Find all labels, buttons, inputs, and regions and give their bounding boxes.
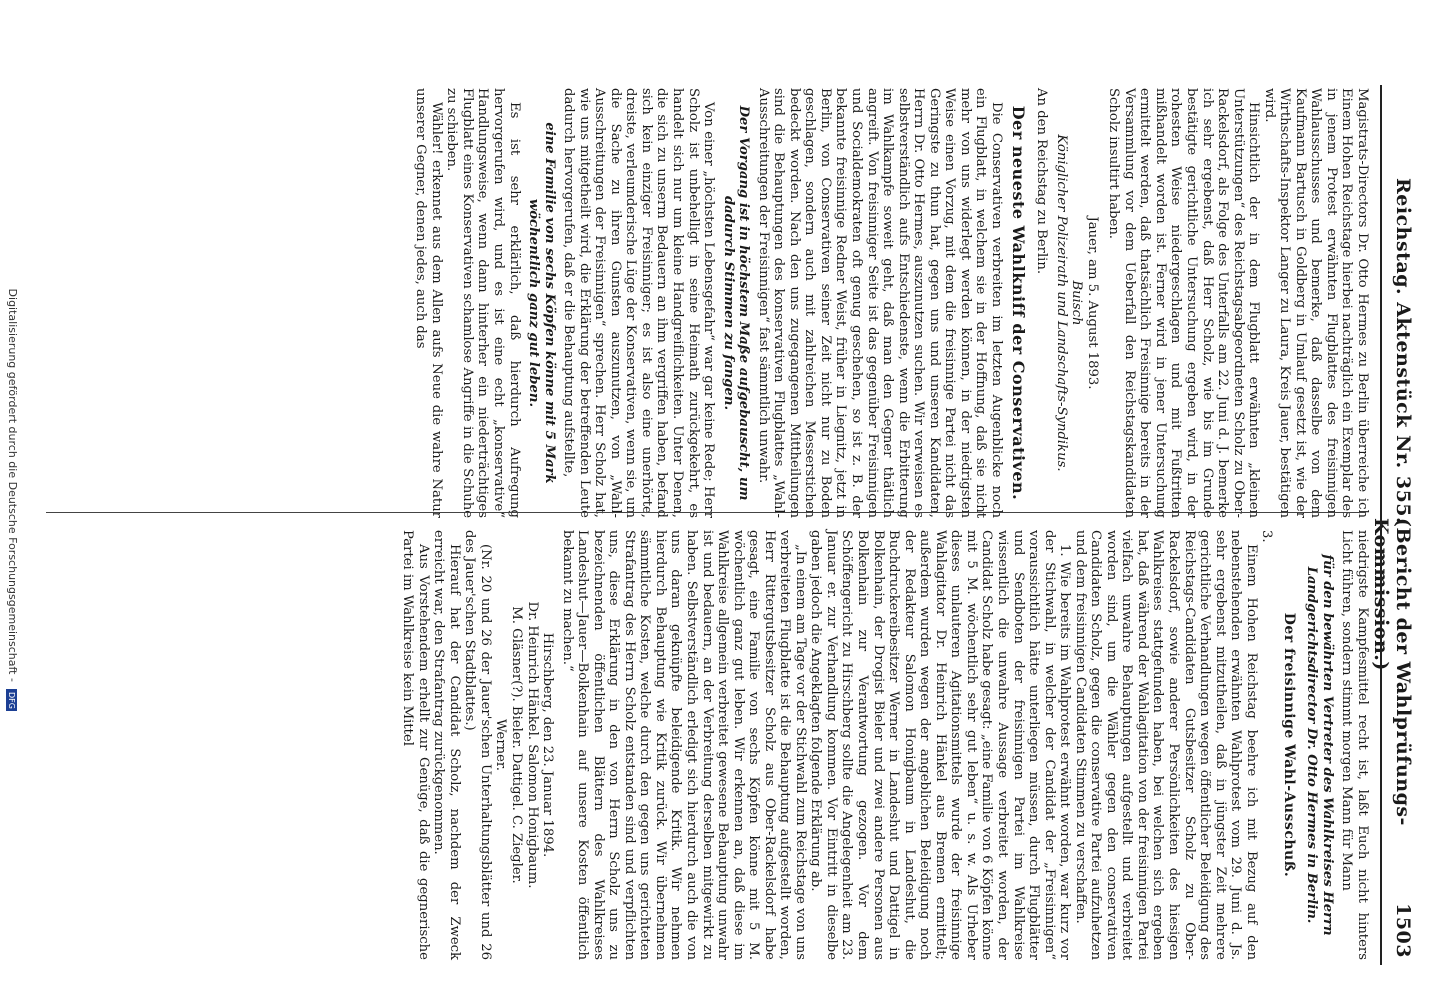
- paragraph: Einem Hohen Reichstag beehre ich mit Bezug auf den nebenstehenden erwähnten Wahlprotest vom 29. Juni d. Js. sehr ergebenst mitzutheilen, daß in jüngster Zeit mehrere gerichtliche Verhandlungen wegen öffentlicher Beleidigung des Reichstags-Candidaten Gutsbesitzer Scholz zu Ober-Rackelsdorf, sowie anderer Persönlichkeiten des hiesigen Wahlkreises stattgefunden haben, bei welchen sich ergeben hat, daß während der Wahlagitation von der freisinnigen Partei vielfach unwahre Behauptungen aufgestellt und verbreitet worden sind, um die Wähler gegen den conservativen Candidaten Scholz, gegen die conservative Partei aufzuhetzen und dem freisinnigen Candidaten Stimmen zu verschaffen.: [1072, 530, 1259, 960]
- paragraph: Aus Vorstehendem erhellt zur Genüge, daß die gegnerische Partei im Wahlkreise kein Mittel: [400, 530, 431, 960]
- digitization-footer: [6, 0, 19, 1000]
- left-column: [413, 88, 1370, 518]
- dfg-logo: DFG: [7, 689, 18, 711]
- subheading: Der Vorgang ist in höchstem Maße aufgebauscht, um dadurch Stimmen zu fangen.: [720, 105, 752, 501]
- header-rule: [1380, 85, 1382, 965]
- paragraph: 1. Wie bereits im Wahlprotest erwähnt worden, war kurz vor der Stichwahl, in welcher der Candidat der „Freisinnigen“ voraussichtlich hätte unterliegen müssen, durch Flugblätter und Sendboten der freisinnigen Partei im Wahlkreise wissentlich die unwahre Aussage verbreitet worden, der Candidat Scholz habe gesagt: „eine Familie von 6 Köpfen könne mit 5 M. wöchentlich sehr gut leben“ u. s. w. Als Urheber dieses unlauteren Agitationsmittels wurde der freisinnige Wahlagitator Dr. Heinrich Hänkel aus Bremen ermittelt; außerdem wurden wegen der angeblichen Beleidigung noch der Redakteur Salomon Honigbaum in Landeshut, die Buchdruckereibesitzer Werner in Landeshut und Dattigel in Bolkenhain, der Drogist Bieler und zwei andere Personen aus Bolkenhain zur Verantwortung gezogen. Vor dem Schöffengericht zu Hirschberg sollte die Angelegenheit am 23. Januar er. zur Verhandlung kommen. Vor Eintritt in dieselbe gaben jedoch die Angeklagten folgende Erklärung ab.: [808, 530, 1073, 960]
- paragraph: Hinsichtlich der in dem Flugblatt erwähnten „kleinen Unterstützungen“ des Reichstagsabgeordneten Scholz zu Ober-Rackelsdorf, als Folge des Unterfalls am 22. Juni d. J. bemerke ich sehr ergebenst, daß Herr Scholz, wie bis im Grunde bestätigte gerichtliche Untersuchung ergeben wird, in der rohesten Weise niedergeschlagen und mit Fußtritten mißhandelt worden ist. Ferner wird in jener Untersuchung ermittelt werden, daß thatsächlich Freisinnige bereits in der Versammlung vor dem Ueberfall den Reichstagskandidaten Scholz insultirt haben.: [1106, 88, 1262, 518]
- signatures: Dr. Heinrich Hänkel. Salomon Honigbaum.: [524, 601, 540, 889]
- paragraph: „In einem am Tage vor der Stichwahl zum Reichstage von uns verbreiteten Flugblatte ist die Behauptung aufgestellt worden, Herr Rittergutsbesitzer Scholz aus Ober-Rackelsdorf habe gesagt, eine Familie von sechs Köpfen könne mit 5 M. wöchentlich ganz gut leben. Wir erkennen an, daß diese im Wahlkreise allgemein verbreitet gewesene Behauptung unwahr ist und bedauern, an der Verbreitung derselben mitgewirkt zu haben. Selbstverständlich erledigt sich hierdurch auch die von uns daran geknüpfte beleidigende Kritik. Wir nehmen hierdurch Behauptung wie Kritik zurück. Wir übernehmen sämmtliche Kosten, welche durch den gegen uns gerichteten Strafantrag des Herrn Scholz entstanden sind und verpflichten uns, diese Erklärung in den von Herrn Scholz uns zu bezeichnenden öffentlichen Blättern des Wahlkreises Landeshut—Jauer—Bolkenhain auf unsere Kosten öffentlich bekannt zu machen.“: [559, 530, 808, 960]
- footer-text: Digitalisierung gefördert durch die Deutsche Forschungsgemeinschaft -: [6, 288, 19, 682]
- signature-role: Königlicher Polizeirath und Landschafts-Syndikus.: [1053, 134, 1069, 472]
- page-number: 1503: [1392, 903, 1414, 958]
- paragraph: Von einer „höchsten Lebensgefahr“ war gar keine Rede; Herr Scholz ist unbehelligt in seine Heimath zurückgekehrt, es handelt sich nur um kleine Handgreiflichkeiten. Unter Denen, die sich zu unserm Bedauern an ihm vergriffen haben, befand sich kein einziger Freisinniger; es ist also eine unerhörte, dreiste, verleumderische Lüge der Konservativen, wenn sie, um die Sache zu ihren Gunsten auszunutzen, von „Wahl-Ausschreitungen der Freisinnigen“ sprechen. Herr Scholz hat, wie uns mitgetheilt wird, die Erklärung der betreffenden Leute dadurch hervorgerufen, daß er die Behauptung aufstellte,: [561, 88, 717, 518]
- paragraph: Magistrats-Directors Dr. Otto Hermes zu Berlin überreiche ich Einem Hohen Reichstage hierbei nachträglich ein Exemplar des in jenem Protest erwähnten Flugblattes des freisinnigen Wahlausschusses und bemerke, daß dasselbe von dem Kaufmann Bartusch in Goldberg in Umlauf gesetzt ist, wie der Wirthschafts-Inspektor Langer zu Laura, Kreis Jauer, bestätigen wird.: [1261, 88, 1370, 518]
- candidate-callout: für den bewährten Vertreter des Wahlkreises Herrn Landgerichtsdirector Dr. Otto Hermes in Berlin.: [1304, 554, 1335, 936]
- place-date: Hirschberg, den 23. Januar 1894.: [540, 632, 556, 858]
- paragraph: Es ist sehr erklärlich, daß hierdurch Aufregung hervorgerufen wird, und es ist eine echt „konservative“ Handlungsweise, wenn dann hinterher ein niederträchtiges Flugblatt eines Konservativen schamlose Angriffe in die Schuhe zu schieben.: [444, 88, 522, 518]
- page-header: [1370, 88, 1424, 968]
- subheading: eine Familie von sechs Köpfen könne mit 5 Mark wöchentlich ganz gut leben.: [526, 122, 557, 484]
- signatures: Werner.: [493, 719, 509, 771]
- paragraph: niedrigste Kampfesmittel recht ist, laßt Euch nicht hinters Licht führen, sondern stimmt morgen Mann für Mann: [1339, 530, 1370, 960]
- item-number: 3.: [1259, 530, 1275, 543]
- paragraph: Hierauf hat der Candidat Scholz, nachdem der Zweck erreicht war, den Strafantrag zurückgenommen.: [431, 530, 462, 960]
- right-column: [400, 530, 1370, 960]
- header-left-title: Reichstag. Aktenstück Nr. 355.: [1392, 178, 1414, 525]
- paragraph: (Nr. 20 und 26 der Jauer'schen Unterhaltungsblätter und 26 des Jauer'schen Stadtblattes.): [462, 530, 493, 960]
- signatures: M. Gläsner(?). Bieler. Dattigel. C. Ziegler.: [509, 606, 525, 884]
- section-heading: Der neueste Wahlkniff der Conservativen.: [1008, 105, 1028, 501]
- addressee: An den Reichstag zu Berlin.: [1034, 88, 1050, 275]
- paragraph: Wähler! erkennet aus dem Allen aufs Neue die wahre Natur unserer Gegner, denen jedes, auch das: [413, 88, 444, 518]
- signature-name: Buisch: [1069, 280, 1085, 326]
- paragraph: Die Conservativen verbreiten im letzten Augenblicke noch ein Flugblatt, in welchem sie in der Hoffnung, daß sie nicht mehr von uns widerlegt werden können, in der niedrigsten Weise einen Vorzug, mit dem die freisinnige Partei nicht das Geringste zu thun hat, gegen uns und unseren Kandidaten, Herrn Dr. Otto Hermes, auszunutzen suchen. Wir verweisen es selbstverständlich aufs Entschiedenste, wenn die Erbitterung im Wahlkampfe soweit geht, daß man den Gegner thätlich angreift. Von freisinniger Seite ist das gegenüber Freisinnigen und Socialdemokraten oft genug geschehen, so ist z. B. der bekannte freisinnige Redner Weist, früher in Liegnitz, jetzt in Berlin, von Conservativen seiner Zeit nicht nur zu Boden geschlagen, sondern auch mit zahlreichen Messerstichen bedeckt worden. Nach den uns zugegangenen Mittheilungen sind die Behauptungen des konservativen Flugblattes „Wahl-Ausschreitungen der Freisinnigen“ fast sämmtlich unwahr.: [755, 88, 1004, 518]
- committee-signature: Der freisinnige Wahl-Ausschuß.: [1280, 612, 1297, 878]
- place-date: Jauer, am 5. August 1893.: [1084, 216, 1100, 390]
- column-divider: [46, 512, 1366, 513]
- header-right-title: (Bericht der Wahlprüfungs-Kommission.): [1370, 518, 1414, 826]
